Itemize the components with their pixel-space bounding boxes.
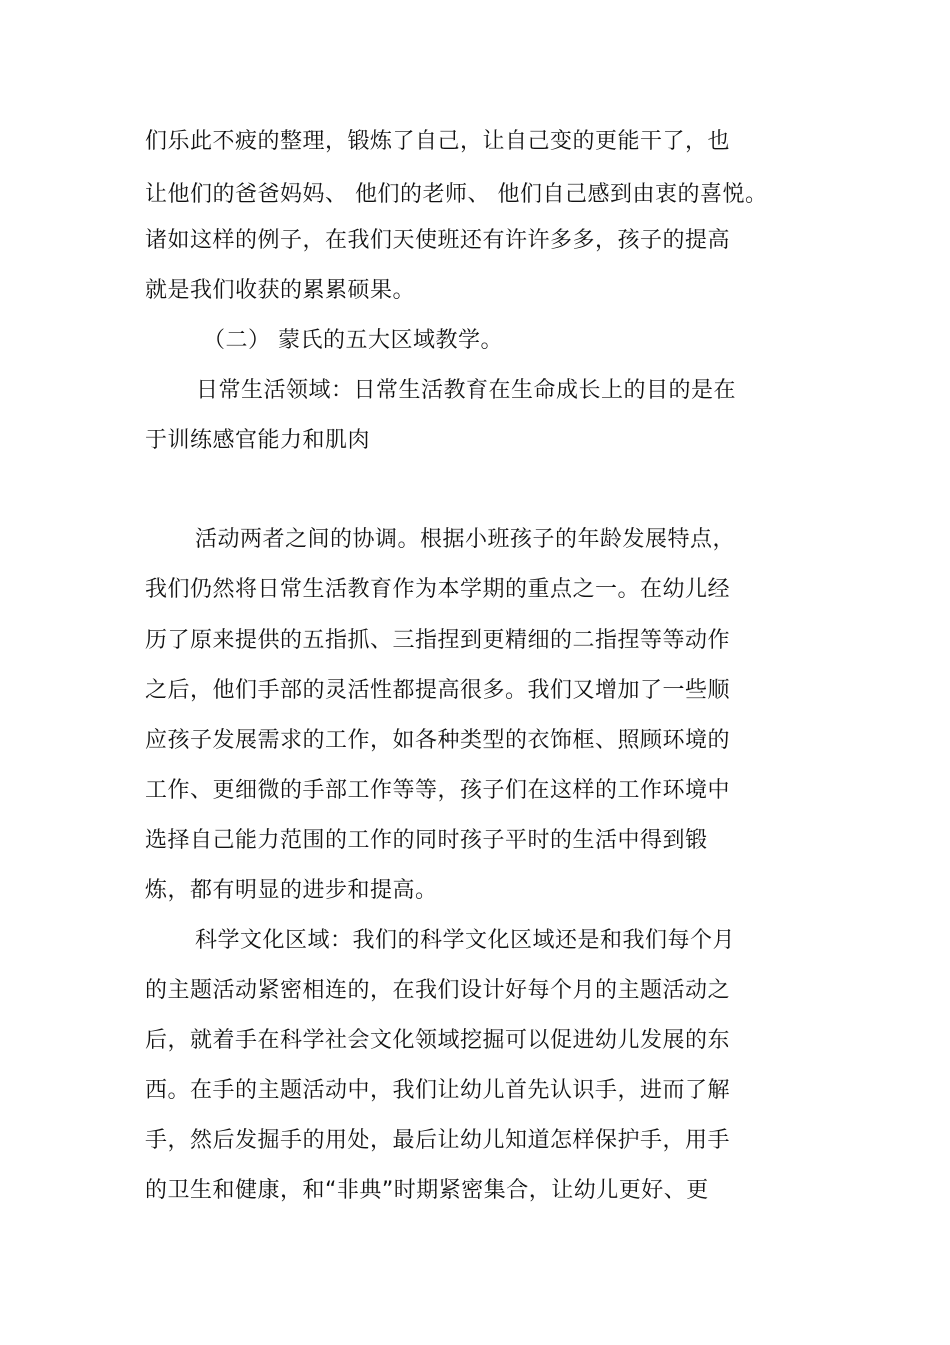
text-line-17: 的主题活动紧密相连的，在我们设计好每个月的主题活动之 (145, 978, 731, 1003)
text-line-20: 手，然后发掘手的用处，最后让幼儿知道怎样保护手，用手 (145, 1128, 731, 1153)
text-line-9: 我们仍然将日常生活教育作为本学期的重点之一。在幼儿经 (145, 577, 731, 602)
text-line-15: 炼，都有明显的进步和提高。 (145, 878, 438, 903)
section-heading: （二） 蒙氏的五大区域教学。 (203, 328, 503, 353)
text-line-19: 西。在手的主题活动中，我们让幼儿首先认识手，进而了解 (145, 1078, 731, 1103)
text-line-16: 科学文化区域：我们的科学文化区域还是和我们每个月 (195, 928, 736, 953)
text-line-14: 选择自己能力范围的工作的同时孩子平时的生活中得到锻 (145, 828, 708, 853)
text-line-10: 历了原来提供的五指抓、三指捏到更精细的二指捏等等动作 (145, 628, 731, 653)
text-line-7: 于训练感官能力和肌肉 (145, 428, 371, 453)
text-line-2: 让他们的爸爸妈妈、 他们的老师、 他们自己感到由衷的喜悦。 (145, 182, 768, 207)
text-line-21: 的卫生和健康，和“非典”时期紧密集合，让幼儿更好、更 (145, 1178, 709, 1203)
text-line-3: 诸如这样的例子，在我们天使班还有许许多多，孩子的提高 (145, 228, 731, 253)
text-line-11: 之后，他们手部的灵活性都提高很多。我们又增加了一些顺 (145, 678, 731, 703)
text-line-18: 后，就着手在科学社会文化领域挖掘可以促进幼儿发展的东 (145, 1028, 731, 1053)
text-line-1: 们乐此不疲的整理，锻炼了自己，让自己变的更能干了，也 (145, 129, 731, 154)
text-line-4: 就是我们收获的累累硕果。 (145, 278, 416, 303)
text-line-12: 应孩子发展需求的工作，如各种类型的衣饰框、照顾环境的 (145, 728, 731, 753)
text-line-8: 活动两者之间的协调。根据小班孩子的年龄发展特点， (195, 527, 736, 552)
text-line-6: 日常生活领域：日常生活教育在生命成长上的目的是在 (196, 378, 737, 403)
text-line-13: 工作、更细微的手部工作等等，孩子们在这样的工作环境中 (145, 778, 731, 803)
